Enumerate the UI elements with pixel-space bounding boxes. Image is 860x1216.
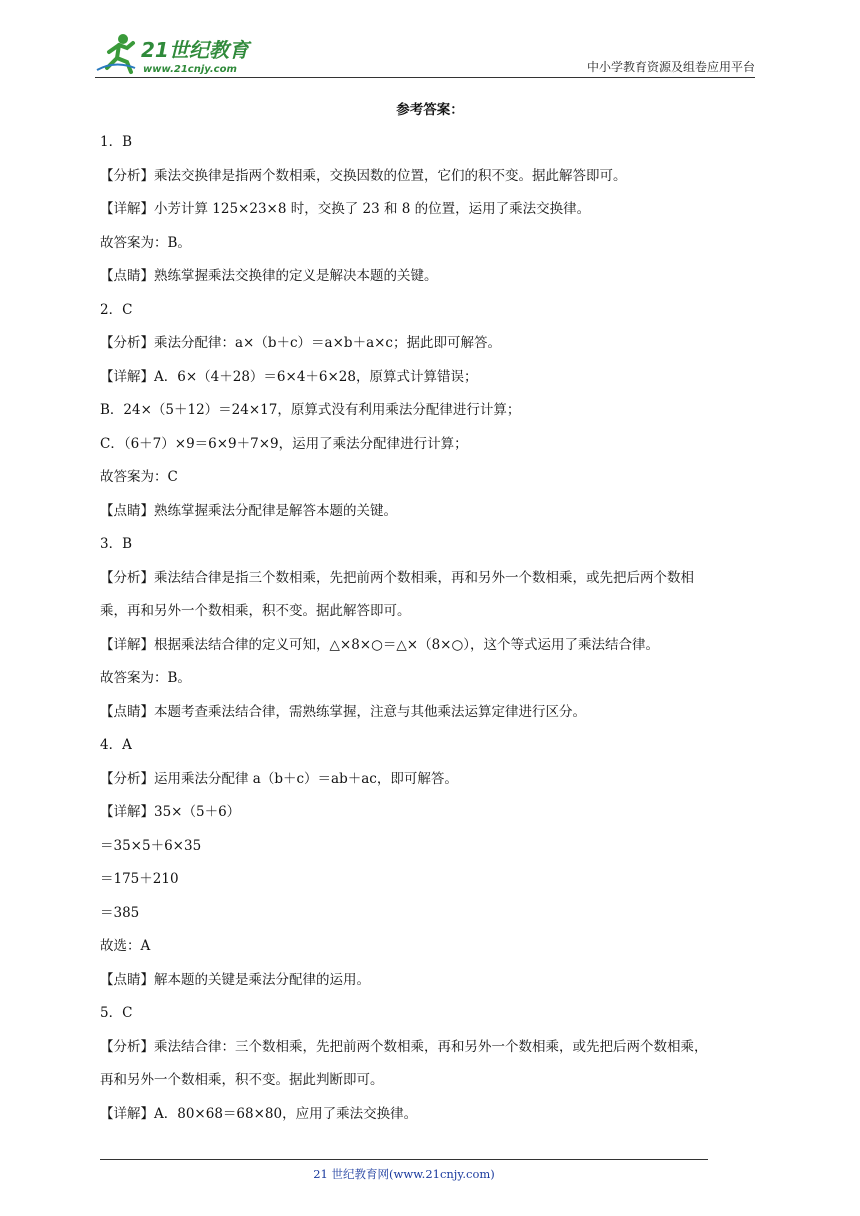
answer-line: 【点睛】熟练掌握乘法分配律是解答本题的关键。 [100,502,397,519]
page-title: 参考答案： [396,102,464,118]
answer-line: C．（6＋7）×9＝6×9＋7×9，运用了乘法分配律进行计算； [100,435,468,452]
answer-line: 【详解】A．6×（4＋28）＝6×4＋6×28，原算式计算错误； [100,368,478,385]
answer-line: 【详解】小芳计算 125×23×8 时，交换了 23 和 8 的位置，运用了乘法交换律。 [100,201,591,217]
answer-line: 4．A [100,737,132,753]
answer-line: 故选：A [100,938,151,954]
answer-line: 【分析】运用乘法分配律 a（b＋c）＝ab＋ac，即可解答。 [100,770,458,787]
answer-line: 【分析】乘法结合律：三个数相乘，先把前两个数相乘，再和另外一个数相乘，或先把后两个数相乘， [100,1038,708,1055]
answer-line: 【分析】乘法分配律：a×（b＋c）＝a×b＋a×c；据此即可解答。 [100,335,501,351]
footer-divider [100,1159,708,1160]
answer-line: 【详解】35×（5＋6） [100,804,241,820]
answer-line: 【详解】根据乘法结合律的定义可知，△×8×○＝△×（8×○），这个等式运用了乘法结合律。 [100,636,659,653]
logo-text: 21世纪教育 [141,38,249,62]
logo [95,30,265,76]
answer-line: 【分析】乘法结合律是指三个数相乘，先把前两个数相乘，再和另外一个数相乘，或先把后两个数相 [100,569,694,586]
runner-icon [97,34,135,72]
answer-line: 1．B [100,134,133,150]
page-header [95,30,755,80]
answer-line: 乘，再和另外一个数相乘，积不变。据此解答即可。 [100,603,411,619]
answer-line: 故答案为：C [100,469,178,485]
footer-text[interactable]: 21 世纪教育网(www.21cnjy.com) [313,1167,495,1181]
answer-lines [100,132,760,1124]
answer-line: 【点睛】解本题的关键是乘法分配律的运用。 [100,971,370,988]
answer-line: ＝385 [100,904,140,921]
answer-line: 2．C [100,301,133,318]
answer-line: 再和另外一个数相乘，积不变。据此判断即可。 [100,1072,384,1088]
answer-line: 【点睛】熟练掌握乘法交换律的定义是解决本题的关键。 [100,268,438,284]
answer-content [100,100,760,1137]
answer-line: 故答案为：B。 [100,234,191,251]
answer-line: ＝35×5＋6×35 [100,837,202,854]
answer-line: ＝175＋210 [100,871,179,887]
answer-line: B．24×（5＋12）＝24×17，原算式没有利用乘法分配律进行计算； [100,402,521,418]
answer-line: 【点睛】本题考查乘法结合律，需熟练掌握，注意与其他乘法运算定律进行区分。 [100,703,586,720]
answer-line: 【详解】A．80×68＝68×80，应用了乘法交换律。 [100,1105,418,1122]
header-divider [95,77,755,78]
answer-line: 3．B [100,536,133,552]
answer-line: 5．C [100,1005,133,1021]
answer-line: 故答案为：B。 [100,670,191,686]
logo-url: www.21cnjy.com [143,64,237,75]
header-platform-text: 中小学教育资源及组卷应用平台 [586,60,755,74]
answer-line: 【分析】乘法交换律是指两个数相乘，交换因数的位置，它们的积不变。据此解答即可。 [100,167,627,184]
